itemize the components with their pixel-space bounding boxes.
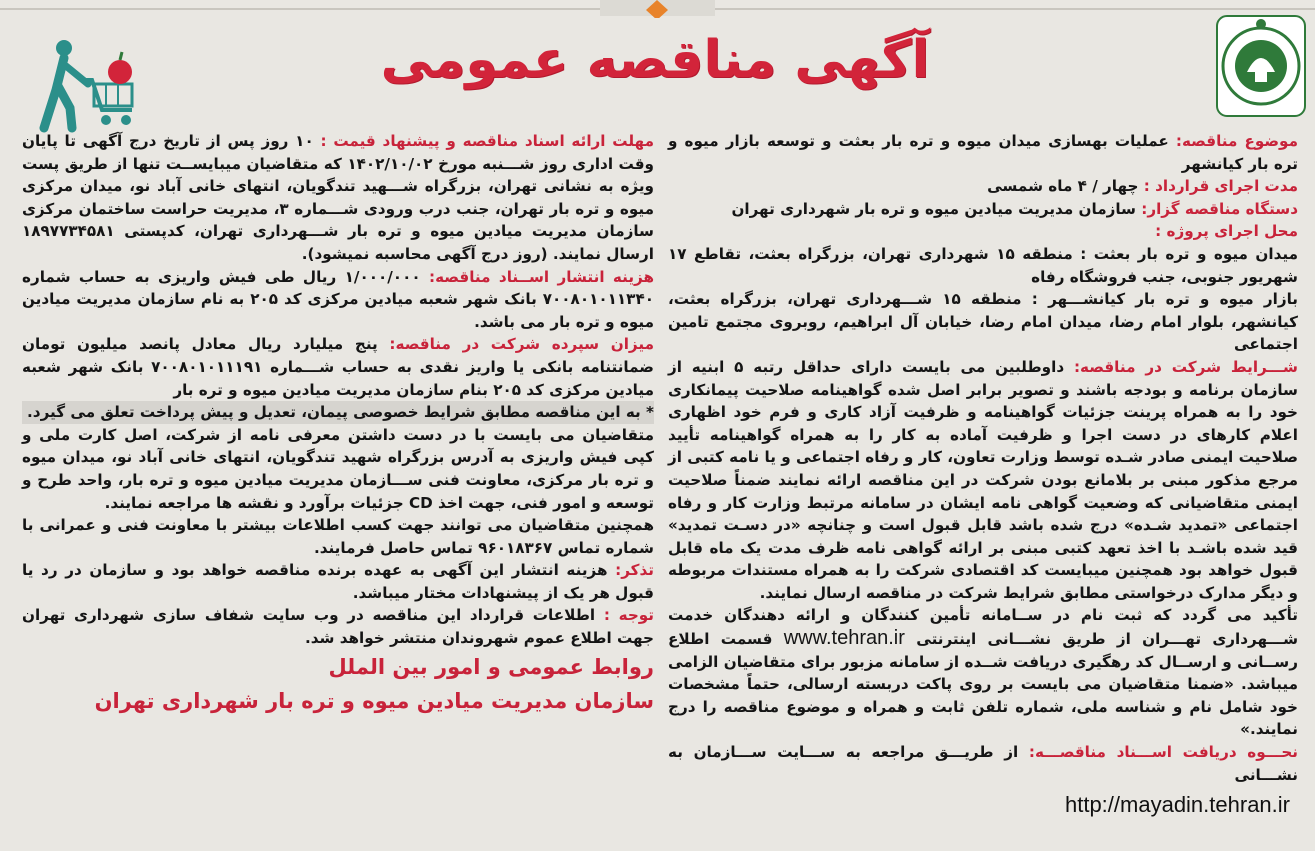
reminder-text: هزینه انتشار این آگهی به عهده برنده مناقصه خواهد بود و سازمان در رد یا قبول هر یک از پیشنهادات مختار میباشد.: [22, 561, 654, 602]
municipality-logo-icon: [1215, 14, 1307, 118]
reminder-paragraph: [22, 559, 654, 604]
attention-text: اطلاعات قرارداد این مناقصه در وب سایت شفاف سازی شهرداری تهران جهت اطلاع عموم شهروندان منتشر خواهد شد.: [22, 606, 654, 648]
receive-line: [668, 741, 1298, 786]
cd-info-paragraph: متقاضیان می بایست با در دست داشتن معرفی نامه از شرکت، اصل کارت ملی و کپی فیش واریزی به آدرس بزرگراه شهید تندگویان، انتهای خانی آباد نو، میدان میوه و تره بار مرکزی، معاونت فنی ســـازمان مدیریت میادین میوه و تره بار، واحد طرح و توسعه و امور فنی، جهت اخذ CD جزئیات برآورد و نقشه ها مراجعه نمایند.: [22, 425, 654, 512]
deadline-label: مهلت ارائه اسناد مناقصه و پیشنهاد قیمت :: [320, 132, 654, 150]
site2-line: [668, 288, 1298, 356]
duration-text: چهار / ۴ ماه شمسی: [987, 177, 1144, 196]
duration-line: [668, 175, 1298, 198]
doc-cost-paragraph: [22, 266, 654, 334]
left-column: [22, 130, 654, 718]
doc-cost-text: ۱/۰۰۰/۰۰۰ ریال طی فیش واریزی به حساب شماره ۷۰۰۸۰۱۰۱۱۳۴۰ بانک شهر شعبه میادین مرکزی کد ۲۰۵ به نام سازمان مدیریت میادین میوه و تره بار می باشد.: [22, 267, 654, 331]
site1-line: [668, 243, 1298, 288]
star-note: * به این مناقصه مطابق شرایط خصوصی پیمان، تعدیل و پیش پرداخت تعلق می گیرد.: [22, 401, 654, 424]
subject-line: [668, 130, 1298, 175]
organizer-text: سازمان مدیریت میادین میوه و تره بار شهرداری تهران: [731, 199, 1142, 218]
attention-label: توجه :: [603, 606, 654, 625]
notice-title: آگهی مناقصه عمومی: [380, 30, 930, 90]
organizer-label: دستگاه مناقصه گزار:: [1141, 199, 1298, 218]
registration-paragraph: [668, 604, 1298, 741]
site1-text: منطقه ۱۵ شهرداری تهران، بزرگراه بعثت، تقاطع ۱۷ شهریور جنوبی، جنب فروشگاه رفاه: [668, 244, 1298, 286]
conditions-paragraph: [668, 356, 1298, 605]
mayadin-website-link[interactable]: http://mayadin.tehran.ir: [1064, 792, 1290, 817]
conditions-text: داوطلبین می بایست دارای حداقل رتبه ۵ ابنیه از سازمان برنامه و بودجه باشند و تصویر برابر اصل شده گواهینامه صلاحیت پیمانکاری خود را به همراه پرینت جزئیات گواهینامه و ظرفیت آزاد کاری و فرم خود اظهاری اعلام کارهای در دست اجرا و ظرفیت آماده به کار را به همراه گواهینامه تأیید صلاحیت ایمنی صادر شـده توسط وزارت تعاون، کار و رفاه اجتماعی و یا نامه کتبی از مرجع مذکور مبنی بر بلامانع بودن شرکت در این مناقصه ارائه نمایند ضمناً صلاحیت ایمنی متقاضیانی که وضعیت گواهی نامه ایشان در سامانه مرتبط وزارت کار و رفاه اجتماعی «تمدید شـده» درج شده باشد قابل قبول است و چنانچه «در دسـت تمدید» قید شده باشـد با اخذ تعهد کتبی مبنی بر ارائه گواهی نامه ظرف مدت یک ماه قابل قبول خواهد بود همچنین میبایست کد اقتصادی شرکت را به همراه مستندات مربوطه و دیگر مدارک درخواستی مطابق شرایط شرکت در مناقصه ارسال نمایند.: [668, 357, 1298, 602]
site1-label: میدان میوه و تره بار بعثت :: [1080, 244, 1298, 263]
receive-label: نحـــوه دریافت اســـناد مناقصـــه:: [1028, 743, 1298, 762]
duration-label: مدت اجرای قرارداد :: [1143, 177, 1298, 196]
deposit-label: میزان سپرده شرکت در مناقصه:: [389, 335, 654, 354]
registration-text-before: تأکید می گردد که ثبت نام در ســامانه تأمین کنندگان و ارائه دهندگان خدمت شـــهرداری تهـــران از طریق نشـــانی اینترنتی: [668, 606, 1299, 649]
org-name-line: سازمان مدیریت میادین میوه و تره بار شهرداری تهران: [94, 688, 654, 713]
registration-text-after: قسمت اطلاع رســانی و ارســال کد رهگیری دریافت شــده از سامانه مزبور برای متقاضیان الزامی میباشد. «ضمنا متقاضیان می بایست بر روی پاکت دربسته ارسالی، حتماً مشخصات خود شامل نام و شناسه ملی، شماره تلفن ثابت و همراه و موضوع مناقصه را درج نمایند.»: [668, 630, 1298, 739]
contact-paragraph: همچنین متقاضیان می توانند جهت کسب اطلاعات بیشتر با معاونت فنی و عمرانی با شماره تماس ۹۶۰۱۸۳۶۷ تماس حاصل فرمایند.: [22, 516, 654, 557]
deposit-text: پنج میلیارد ریال معادل پانصد میلیون تومان ضمانتنامه بانکی یا واریز نقدی به حساب شـــماره ۷۰۰۸۰۱۰۱۱۱۹۱ بانک شهر شعبه میادین مرکزی کد ۲۰۵ بنام سازمان مدیریت میادین میوه و تره بار: [22, 335, 654, 399]
deadline-paragraph: [22, 130, 654, 266]
reminder-label: تذکر:: [615, 561, 654, 580]
deposit-paragraph: [22, 333, 654, 401]
shopping-cart-icon: [22, 38, 140, 134]
organizer-line: [668, 198, 1298, 221]
doc-cost-label: هزینه انتشار اســناد مناقصه:: [429, 267, 655, 286]
top-border-decoration: [0, 0, 1315, 18]
right-column: [668, 130, 1298, 786]
conditions-label: شـــرایط شرکت در مناقصه:: [1073, 357, 1298, 376]
location-line: [668, 220, 1298, 243]
site2-label: بازار میوه و تره بار کیانشـــهر :: [1031, 290, 1298, 309]
receive-text: از طریـــق مراجعه به ســـایت ســـازمان به نشـــانی: [668, 743, 1298, 784]
deadline-text: ۱۰ روز پس از تاریخ درج آگهی تا پایان وقت اداری روز شـــنبه مورخ ۱۴۰۲/۱۰/۰۲ که متقاضیان میبایســت تنها از طریق پست ویژه به نشانی تهران، بزرگراه شـــهید تندگویان، انتهای خانی آباد نو، میدان مرکزی میوه و تره بار تهران، جنب درب ورودی شـــماره ۳، مدیریت حراست ساختمان مرکزی سازمان مدیریت میادین میوه و تره بار شـــهرداری تهران، کدپستی ۱۸۹۷۷۳۴۵۸۱ ارسال نمایند. (روز درج آگهی محاسبه نمیشود).: [22, 132, 654, 263]
apple-icon: [108, 60, 132, 84]
site2-text: منطقه ۱۵ شـــهرداری تهران، بزرگراه بعثت، کیانشهر، بلوار امام رضا، میدان امام رضا، خیابان آل ابراهیم، روبروی مجتمع تامین اجتماعی: [668, 290, 1298, 354]
attention-paragraph: [22, 604, 654, 649]
location-label: محل اجرای پروژه :: [1155, 222, 1298, 241]
org-pr-line: روابط عمومی و امور بین الملل: [328, 654, 654, 679]
subject-label: موضوع مناقصه:: [1175, 132, 1298, 150]
subject-text: عملیات بهسازی میدان میوه و تره بار بعثت و توسعه بازار میوه و تره بار کیانشهر: [668, 132, 1298, 173]
tehran-website-link[interactable]: www.tehran.ir: [783, 627, 905, 650]
